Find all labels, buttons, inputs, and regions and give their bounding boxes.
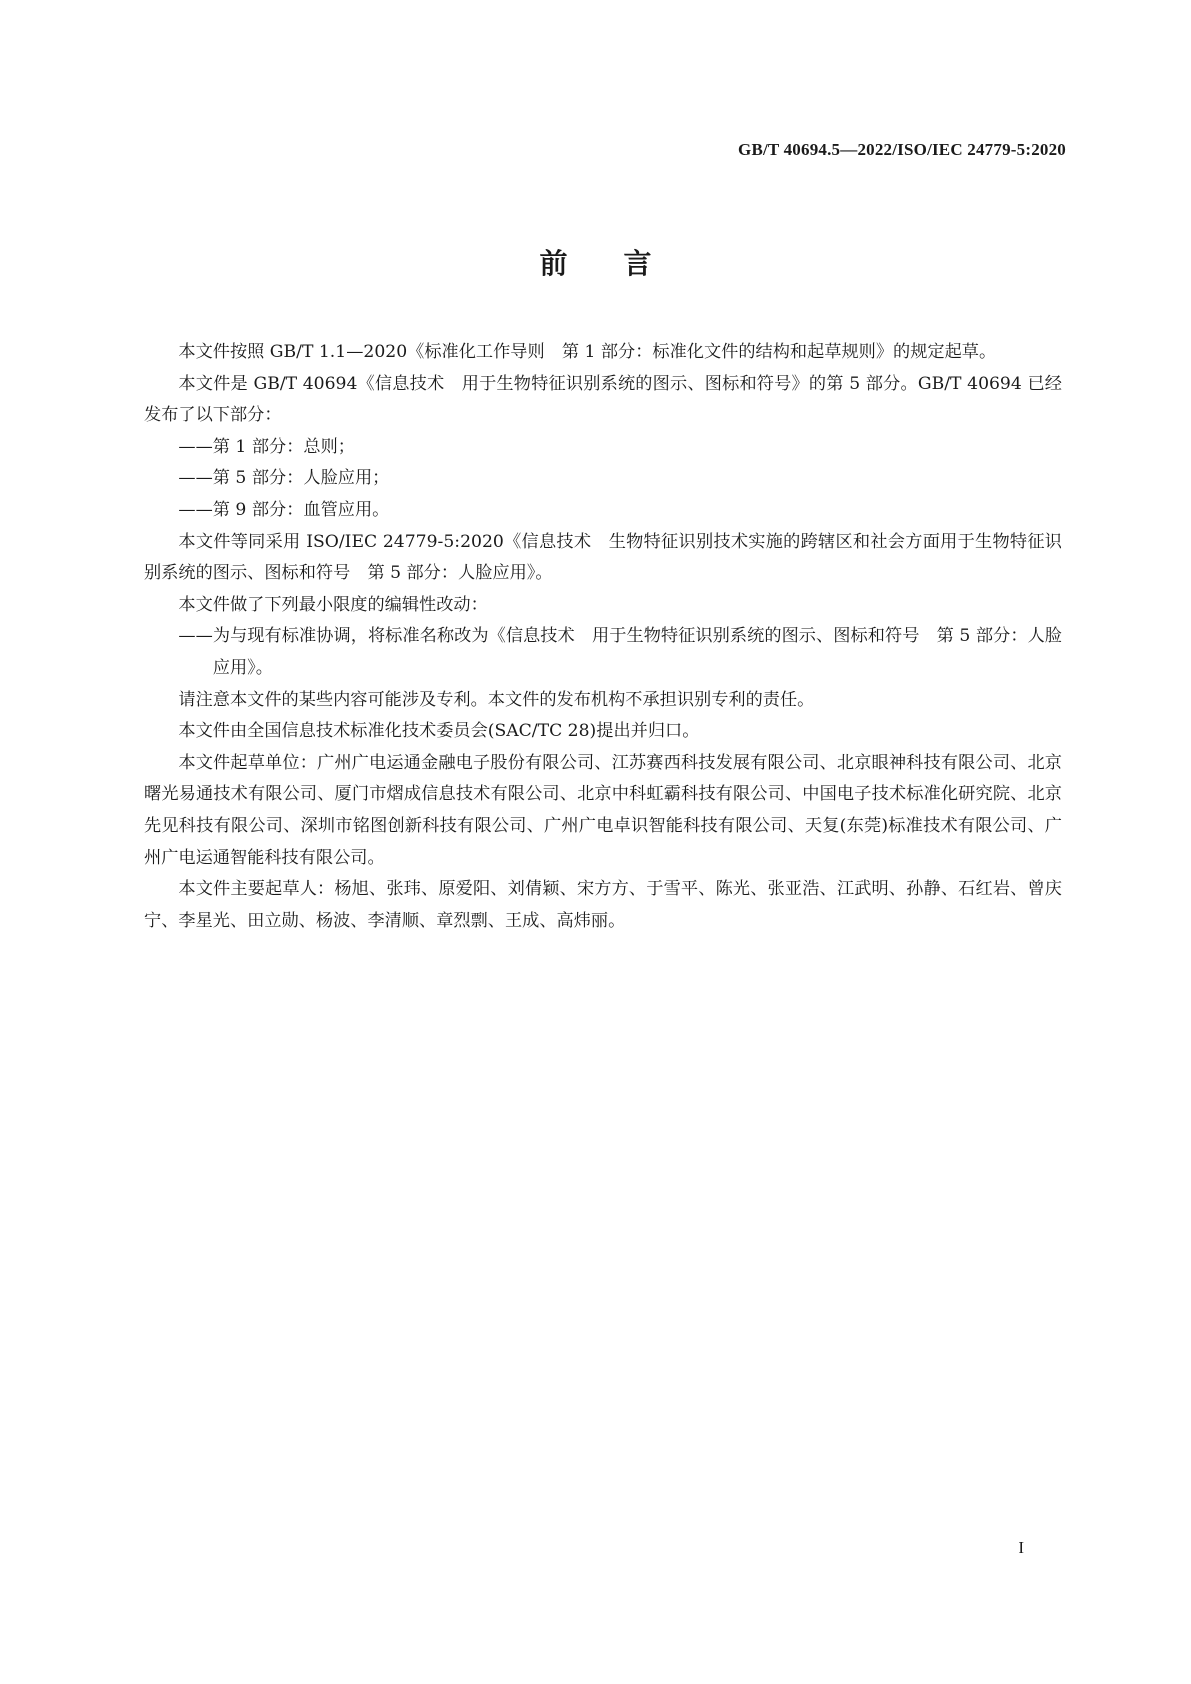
- paragraph-adoption: 本文件等同采用 ISO/IEC 24779-5:2020《信息技术 生物特征识别技术实施的跨辖区和社会方面用于生物特征识别系统的图示、图标和符号 第 5 部分：人脸应用》。: [144, 531, 1062, 584]
- paragraph-drafters: 本文件主要起草人：杨旭、张玮、原爱阳、刘倩颖、宋方方、于雪平、陈光、张亚浩、江武明、孙静、石红岩、曾庆宁、李星光、田立勋、杨波、李清顺、章烈剽、王成、高炜丽。: [144, 879, 1062, 931]
- standard-code-header: GB/T 40694.5—2022/ISO/IEC 24779-5:2020: [738, 140, 1066, 159]
- foreword-body: [144, 337, 1062, 937]
- paragraph-patent-notice: 请注意本文件的某些内容可能涉及专利。本文件的发布机构不承担识别专利的责任。: [178, 689, 815, 710]
- list-item-editorial-change: ——为与现有标准协调，将标准名称改为《信息技术 用于生物特征识别系统的图示、图标和符号 第 5 部分：人脸应用》。: [178, 626, 1062, 678]
- paragraph-drafting-rules: 本文件按照 GB/T 1.1—2020《标准化工作导则 第 1 部分：标准化文件的结构和起草规则》的规定起草。: [178, 342, 997, 362]
- paragraph-committee: 本文件由全国信息技术标准化技术委员会(SAC/TC 28)提出并归口。: [178, 721, 700, 742]
- paragraph-editorial-changes: 本文件做了下列最小限度的编辑性改动：: [178, 594, 488, 615]
- list-item-part-9: ——第 9 部分：血管应用。: [178, 499, 390, 520]
- paragraph-series-parts: 本文件是 GB/T 40694《信息技术 用于生物特征识别系统的图示、图标和符号》的第 5 部分。GB/T 40694 已经发布了以下部分：: [144, 373, 1062, 426]
- list-item-part-1: ——第 1 部分：总则；: [178, 436, 355, 457]
- list-item-part-5: ——第 5 部分：人脸应用；: [178, 468, 390, 489]
- paragraph-drafting-units: 本文件起草单位：广州广电运通金融电子股份有限公司、江苏赛西科技发展有限公司、北京眼神科技有限公司、北京曙光易通技术有限公司、厦门市熠成信息技术有限公司、北京中科虹霸科技有限公司、中国电子技术标准化研究院、北京先见科技有限公司、深圳市铭图创新科技有限公司、广州广电卓识智能科技有限公司、天复(东莞)标准技术有限公司、广州广电运通智能科技有限公司。: [144, 752, 1062, 868]
- page-number: I: [1018, 1538, 1024, 1557]
- page-title: 前言: [539, 247, 708, 280]
